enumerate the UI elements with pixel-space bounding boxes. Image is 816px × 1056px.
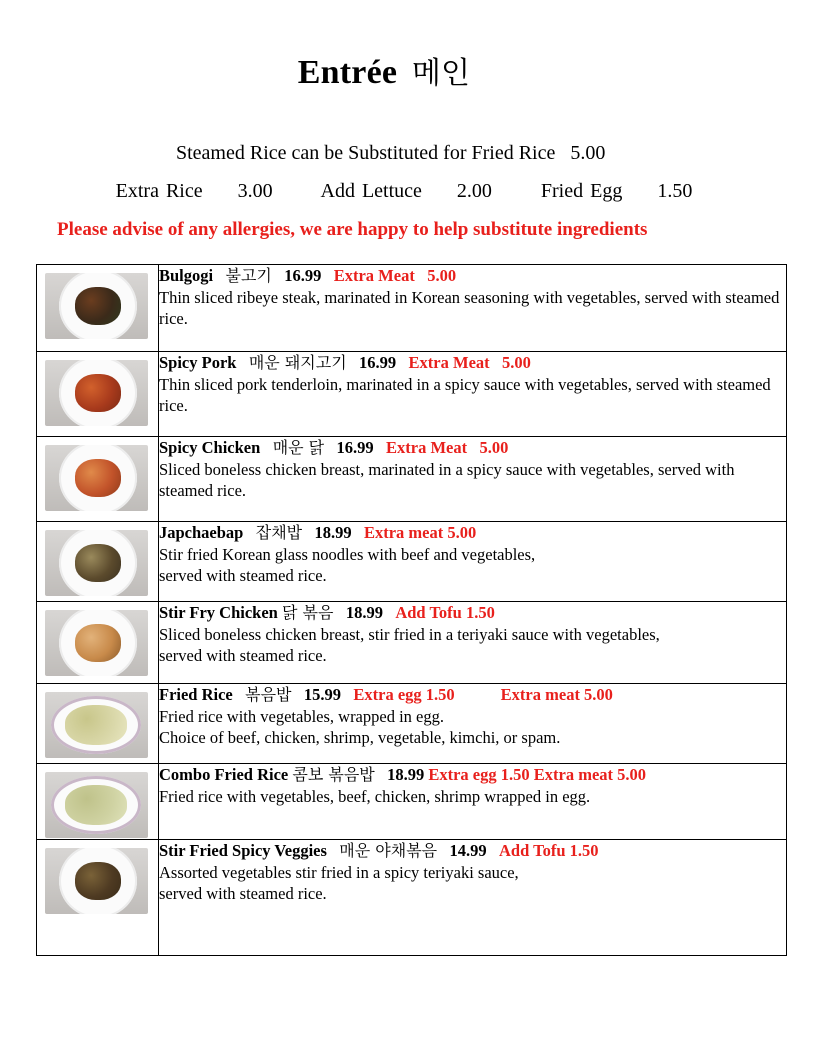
- menu-item-description-2: served with steamed rice.: [159, 646, 327, 665]
- menu-item-name: Spicy Pork: [159, 353, 237, 372]
- menu-item-price: 16.99: [359, 353, 397, 372]
- menu-item-price: 15.99: [303, 685, 342, 704]
- food-shape: [65, 705, 127, 745]
- entree-table: [36, 264, 787, 956]
- menu-item-price: 18.99: [345, 603, 383, 622]
- menu-item-extra: Extra meat 5.00: [363, 523, 477, 542]
- menu-item-heading: [159, 265, 786, 287]
- spicy-veggies-photo: [45, 848, 148, 914]
- menu-item-name-korean: 콤보 볶음밥: [292, 765, 375, 784]
- menu-item-row: [37, 352, 787, 437]
- menu-item-row: [37, 522, 787, 602]
- menu-item-image-cell: [37, 764, 159, 840]
- menu-item-heading: [159, 764, 786, 786]
- stir-fry-chicken-photo: [45, 610, 148, 676]
- menu-item-text-cell: [159, 522, 787, 602]
- fried-rice-photo: [45, 692, 148, 758]
- allergy-notice: Please advise of any allergies, we are happy to help substitute ingredients: [57, 219, 648, 240]
- menu-item-price: 14.99: [449, 841, 487, 860]
- menu-item-heading: [159, 352, 786, 374]
- menu-item-price: 18.99: [314, 523, 352, 542]
- title-korean: 메인: [411, 56, 471, 91]
- menu-item-extra-2: Extra meat 5.00: [500, 685, 613, 704]
- menu-item-text-cell: [159, 684, 787, 764]
- menu-item-row: [37, 840, 787, 956]
- menu-item-price: 16.99: [336, 438, 374, 457]
- menu-item-image-cell: [37, 684, 159, 764]
- menu-item-image-cell: [37, 602, 159, 684]
- menu-item-name-korean: 매운 닭: [272, 438, 325, 457]
- japchaebap-photo: [45, 530, 148, 596]
- menu-item-heading: [159, 840, 786, 862]
- menu-item-name: Japchaebap: [159, 523, 244, 542]
- menu-item-image-cell: [37, 352, 159, 437]
- bulgogi-photo: [45, 273, 148, 339]
- menu-item-image-cell: [37, 437, 159, 522]
- extras-note: [0, 180, 808, 203]
- menu-item-text-cell: [159, 352, 787, 437]
- menu-item-text-cell: [159, 265, 787, 352]
- food-shape: [65, 785, 127, 825]
- title-text: Entrée: [297, 54, 398, 91]
- menu-item-extra: Extra Meat 5.00: [386, 438, 509, 457]
- combo-fried-rice-photo: [45, 772, 148, 838]
- menu-item-description-2: Choice of beef, chicken, shrimp, vegetable, kimchi, or spam.: [159, 728, 561, 747]
- menu-item-name-korean: 매운 야채볶음: [339, 841, 438, 860]
- menu-item-row: [37, 684, 787, 764]
- menu-item-text-cell: [159, 840, 787, 956]
- menu-item-description: Fried rice with vegetables, beef, chicken, shrimp wrapped in egg.: [159, 786, 591, 806]
- menu-item-image-cell: [37, 840, 159, 956]
- food-shape: [75, 624, 121, 662]
- menu-item-heading: [159, 522, 786, 544]
- menu-item-name: Fried Rice: [159, 685, 233, 704]
- spicy-chicken-photo: [45, 445, 148, 511]
- food-shape: [75, 374, 121, 412]
- menu-item-text-cell: [159, 437, 787, 522]
- menu-item-description: Thin sliced pork tenderloin, marinated in a spicy sauce with vegetables, served with steamed rice.: [159, 374, 771, 415]
- menu-item-extra: Add Tofu 1.50: [499, 841, 599, 860]
- menu-item-price: 18.99: [387, 765, 425, 784]
- spicy-pork-photo: [45, 360, 148, 426]
- menu-item-description-2: served with steamed rice.: [159, 884, 327, 903]
- menu-item-description: Stir fried Korean glass noodles with beef and vegetables,: [159, 544, 536, 564]
- menu-item-row: [37, 265, 787, 352]
- menu-item-name-korean: 매운 돼지고기: [248, 353, 347, 372]
- menu-item-description: Fried rice with vegetables, wrapped in egg.: [159, 706, 444, 726]
- food-shape: [75, 459, 121, 497]
- menu-item-text-cell: [159, 602, 787, 684]
- menu-item-description: Sliced boneless chicken breast, stir fried in a teriyaki sauce with vegetables,: [159, 624, 660, 644]
- extras-text: Extra Rice 3.00 Add Lettuce 2.00 Fried Egg 1.50: [115, 180, 693, 202]
- food-shape: [75, 544, 121, 582]
- menu-item-description: Sliced boneless chicken breast, marinated in a spicy sauce with vegetables, served with steamed rice.: [159, 459, 735, 500]
- menu-item-row: [37, 437, 787, 522]
- menu-item-row: [37, 764, 787, 840]
- menu-item-description: Assorted vegetables stir fried in a spicy teriyaki sauce,: [159, 862, 519, 882]
- page-title: [0, 48, 768, 92]
- menu-item-heading: [159, 602, 786, 624]
- menu-item-image-cell: [37, 522, 159, 602]
- menu-item-text-cell: [159, 764, 787, 840]
- food-shape: [75, 287, 121, 325]
- menu-item-extra: Extra Meat 5.00: [408, 353, 531, 372]
- menu-item-extra: Extra Meat 5.00: [333, 266, 457, 285]
- menu-item-name-korean: 잡채밥: [255, 523, 303, 542]
- menu-item-extra: Extra egg 1.50 Extra meat 5.00: [428, 765, 647, 784]
- menu-item-name: Spicy Chicken: [159, 438, 261, 457]
- menu-item-description-2: served with steamed rice.: [159, 566, 327, 585]
- menu-item-name-korean: 볶음밥: [245, 685, 292, 704]
- menu-item-name: Stir Fried Spicy Veggies: [159, 841, 327, 860]
- menu-item-row: [37, 602, 787, 684]
- menu-item-name: Bulgogi: [159, 266, 214, 285]
- menu-item-heading: [159, 437, 786, 459]
- menu-item-name-korean: 닭 볶음: [282, 603, 334, 622]
- menu-item-price: 16.99: [284, 266, 322, 285]
- menu-item-extra: Add Tofu 1.50: [395, 603, 495, 622]
- menu-item-name-korean: 불고기: [225, 266, 272, 285]
- menu-item-extra: Extra egg 1.50: [353, 685, 455, 704]
- menu-item-heading: [159, 684, 786, 706]
- menu-item-description: Thin sliced ribeye steak, marinated in Korean seasoning with vegetables, served with steamed rice.: [159, 287, 780, 328]
- menu-item-name: Stir Fry Chicken: [159, 603, 278, 622]
- menu-item-name: Combo Fried Rice: [159, 765, 289, 784]
- menu-item-image-cell: [37, 265, 159, 352]
- substitute-note: Steamed Rice can be Substituted for Fried Rice 5.00: [176, 142, 606, 164]
- food-shape: [75, 862, 121, 900]
